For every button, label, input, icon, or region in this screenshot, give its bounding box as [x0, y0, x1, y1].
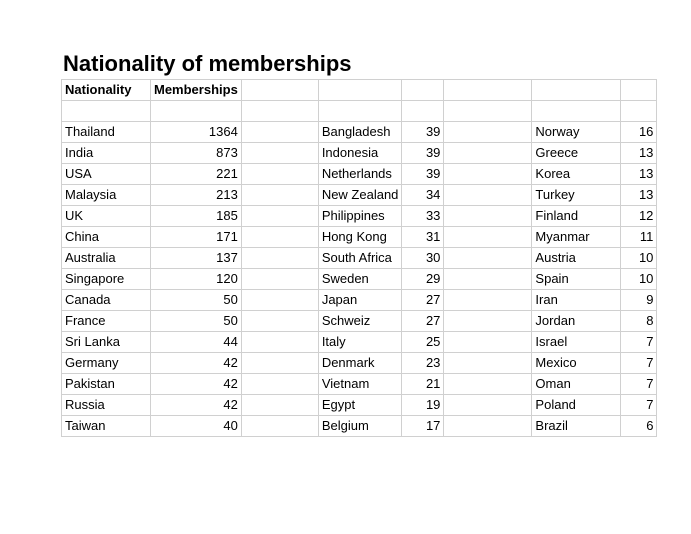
table-row — [62, 290, 657, 311]
country-cell: Japan — [318, 290, 402, 311]
count-cell: 44 — [151, 332, 242, 353]
country-cell: UK — [62, 206, 151, 227]
empty-cell — [444, 311, 532, 332]
country-cell: Poland — [532, 395, 621, 416]
empty-cell — [62, 101, 151, 122]
table-row — [62, 122, 657, 143]
count-cell: 25 — [402, 332, 444, 353]
empty-cell — [621, 101, 657, 122]
empty-cell — [444, 416, 532, 437]
empty-cell — [444, 185, 532, 206]
count-cell: 185 — [151, 206, 242, 227]
empty-cell — [402, 101, 444, 122]
empty-cell — [241, 143, 318, 164]
country-cell: South Africa — [318, 248, 402, 269]
empty-cell — [532, 80, 621, 101]
count-cell: 7 — [621, 353, 657, 374]
empty-cell — [444, 374, 532, 395]
table-row — [62, 311, 657, 332]
count-cell: 213 — [151, 185, 242, 206]
count-cell: 33 — [402, 206, 444, 227]
country-cell: Brazil — [532, 416, 621, 437]
count-cell: 39 — [402, 143, 444, 164]
country-cell: Russia — [62, 395, 151, 416]
country-cell: Malaysia — [62, 185, 151, 206]
count-cell: 12 — [621, 206, 657, 227]
country-cell: China — [62, 227, 151, 248]
header-nationality: Nationality — [62, 80, 151, 101]
country-cell: Denmark — [318, 353, 402, 374]
country-cell: Austria — [532, 248, 621, 269]
empty-cell — [241, 248, 318, 269]
count-cell: 10 — [621, 248, 657, 269]
country-cell: Belgium — [318, 416, 402, 437]
country-cell: Italy — [318, 332, 402, 353]
count-cell: 120 — [151, 269, 242, 290]
country-cell: Myanmar — [532, 227, 621, 248]
empty-cell — [241, 290, 318, 311]
empty-cell — [318, 101, 402, 122]
count-cell: 16 — [621, 122, 657, 143]
header-memberships: Memberships — [151, 80, 242, 101]
country-cell: Vietnam — [318, 374, 402, 395]
count-cell: 30 — [402, 248, 444, 269]
table-row — [62, 185, 657, 206]
table-row — [62, 269, 657, 290]
country-cell: Taiwan — [62, 416, 151, 437]
table-row — [62, 416, 657, 437]
empty-cell — [444, 143, 532, 164]
country-cell: Schweiz — [318, 311, 402, 332]
country-cell: Mexico — [532, 353, 621, 374]
count-cell: 171 — [151, 227, 242, 248]
country-cell: USA — [62, 164, 151, 185]
count-cell: 42 — [151, 374, 242, 395]
empty-cell — [318, 80, 402, 101]
country-cell: New Zealand — [318, 185, 402, 206]
empty-cell — [241, 269, 318, 290]
empty-cell — [241, 185, 318, 206]
empty-cell — [241, 206, 318, 227]
header-row — [62, 80, 657, 101]
count-cell: 11 — [621, 227, 657, 248]
count-cell: 13 — [621, 185, 657, 206]
count-cell: 7 — [621, 374, 657, 395]
country-cell: Turkey — [532, 185, 621, 206]
table-row — [62, 227, 657, 248]
count-cell: 40 — [151, 416, 242, 437]
count-cell: 8 — [621, 311, 657, 332]
country-cell: Egypt — [318, 395, 402, 416]
table-row — [62, 248, 657, 269]
table-row — [62, 332, 657, 353]
country-cell: Philippines — [318, 206, 402, 227]
country-cell: Indonesia — [318, 143, 402, 164]
table-row — [62, 164, 657, 185]
count-cell: 7 — [621, 332, 657, 353]
country-cell: Sri Lanka — [62, 332, 151, 353]
count-cell: 7 — [621, 395, 657, 416]
empty-cell — [444, 80, 532, 101]
country-cell: Jordan — [532, 311, 621, 332]
country-cell: Netherlands — [318, 164, 402, 185]
count-cell: 10 — [621, 269, 657, 290]
empty-cell — [241, 311, 318, 332]
count-cell: 27 — [402, 290, 444, 311]
country-cell: Norway — [532, 122, 621, 143]
count-cell: 50 — [151, 290, 242, 311]
empty-cell — [444, 164, 532, 185]
count-cell: 31 — [402, 227, 444, 248]
count-cell: 221 — [151, 164, 242, 185]
country-cell: India — [62, 143, 151, 164]
table-row — [62, 143, 657, 164]
empty-cell — [532, 101, 621, 122]
count-cell: 42 — [151, 395, 242, 416]
empty-cell — [621, 80, 657, 101]
blank-row — [62, 101, 657, 122]
country-cell: Spain — [532, 269, 621, 290]
count-cell: 39 — [402, 122, 444, 143]
count-cell: 13 — [621, 164, 657, 185]
empty-cell — [444, 122, 532, 143]
table-row — [62, 206, 657, 227]
country-cell: Canada — [62, 290, 151, 311]
membership-table — [61, 79, 657, 437]
table-row — [62, 374, 657, 395]
empty-cell — [402, 80, 444, 101]
country-cell: Greece — [532, 143, 621, 164]
country-cell: Thailand — [62, 122, 151, 143]
count-cell: 873 — [151, 143, 242, 164]
country-cell: Sweden — [318, 269, 402, 290]
empty-cell — [241, 332, 318, 353]
count-cell: 137 — [151, 248, 242, 269]
count-cell: 50 — [151, 311, 242, 332]
country-cell: Australia — [62, 248, 151, 269]
empty-cell — [444, 395, 532, 416]
count-cell: 6 — [621, 416, 657, 437]
empty-cell — [444, 332, 532, 353]
empty-cell — [241, 395, 318, 416]
page-title: Nationality of memberships — [63, 51, 352, 76]
country-cell: Hong Kong — [318, 227, 402, 248]
table-row — [62, 353, 657, 374]
count-cell: 29 — [402, 269, 444, 290]
empty-cell — [444, 269, 532, 290]
count-cell: 9 — [621, 290, 657, 311]
country-cell: Oman — [532, 374, 621, 395]
empty-cell — [241, 416, 318, 437]
count-cell: 13 — [621, 143, 657, 164]
empty-cell — [151, 101, 242, 122]
country-cell: Bangladesh — [318, 122, 402, 143]
empty-cell — [444, 353, 532, 374]
empty-cell — [444, 101, 532, 122]
empty-cell — [241, 374, 318, 395]
empty-cell — [241, 227, 318, 248]
count-cell: 27 — [402, 311, 444, 332]
empty-cell — [241, 101, 318, 122]
count-cell: 23 — [402, 353, 444, 374]
empty-cell — [241, 80, 318, 101]
count-cell: 21 — [402, 374, 444, 395]
empty-cell — [241, 122, 318, 143]
country-cell: Iran — [532, 290, 621, 311]
country-cell: France — [62, 311, 151, 332]
count-cell: 39 — [402, 164, 444, 185]
count-cell: 17 — [402, 416, 444, 437]
country-cell: Korea — [532, 164, 621, 185]
country-cell: Finland — [532, 206, 621, 227]
count-cell: 19 — [402, 395, 444, 416]
country-cell: Germany — [62, 353, 151, 374]
table-row — [62, 395, 657, 416]
empty-cell — [444, 290, 532, 311]
count-cell: 34 — [402, 185, 444, 206]
empty-cell — [444, 248, 532, 269]
count-cell: 42 — [151, 353, 242, 374]
empty-cell — [444, 206, 532, 227]
country-cell: Singapore — [62, 269, 151, 290]
count-cell: 1364 — [151, 122, 242, 143]
country-cell: Pakistan — [62, 374, 151, 395]
empty-cell — [241, 164, 318, 185]
empty-cell — [444, 227, 532, 248]
empty-cell — [241, 353, 318, 374]
country-cell: Israel — [532, 332, 621, 353]
